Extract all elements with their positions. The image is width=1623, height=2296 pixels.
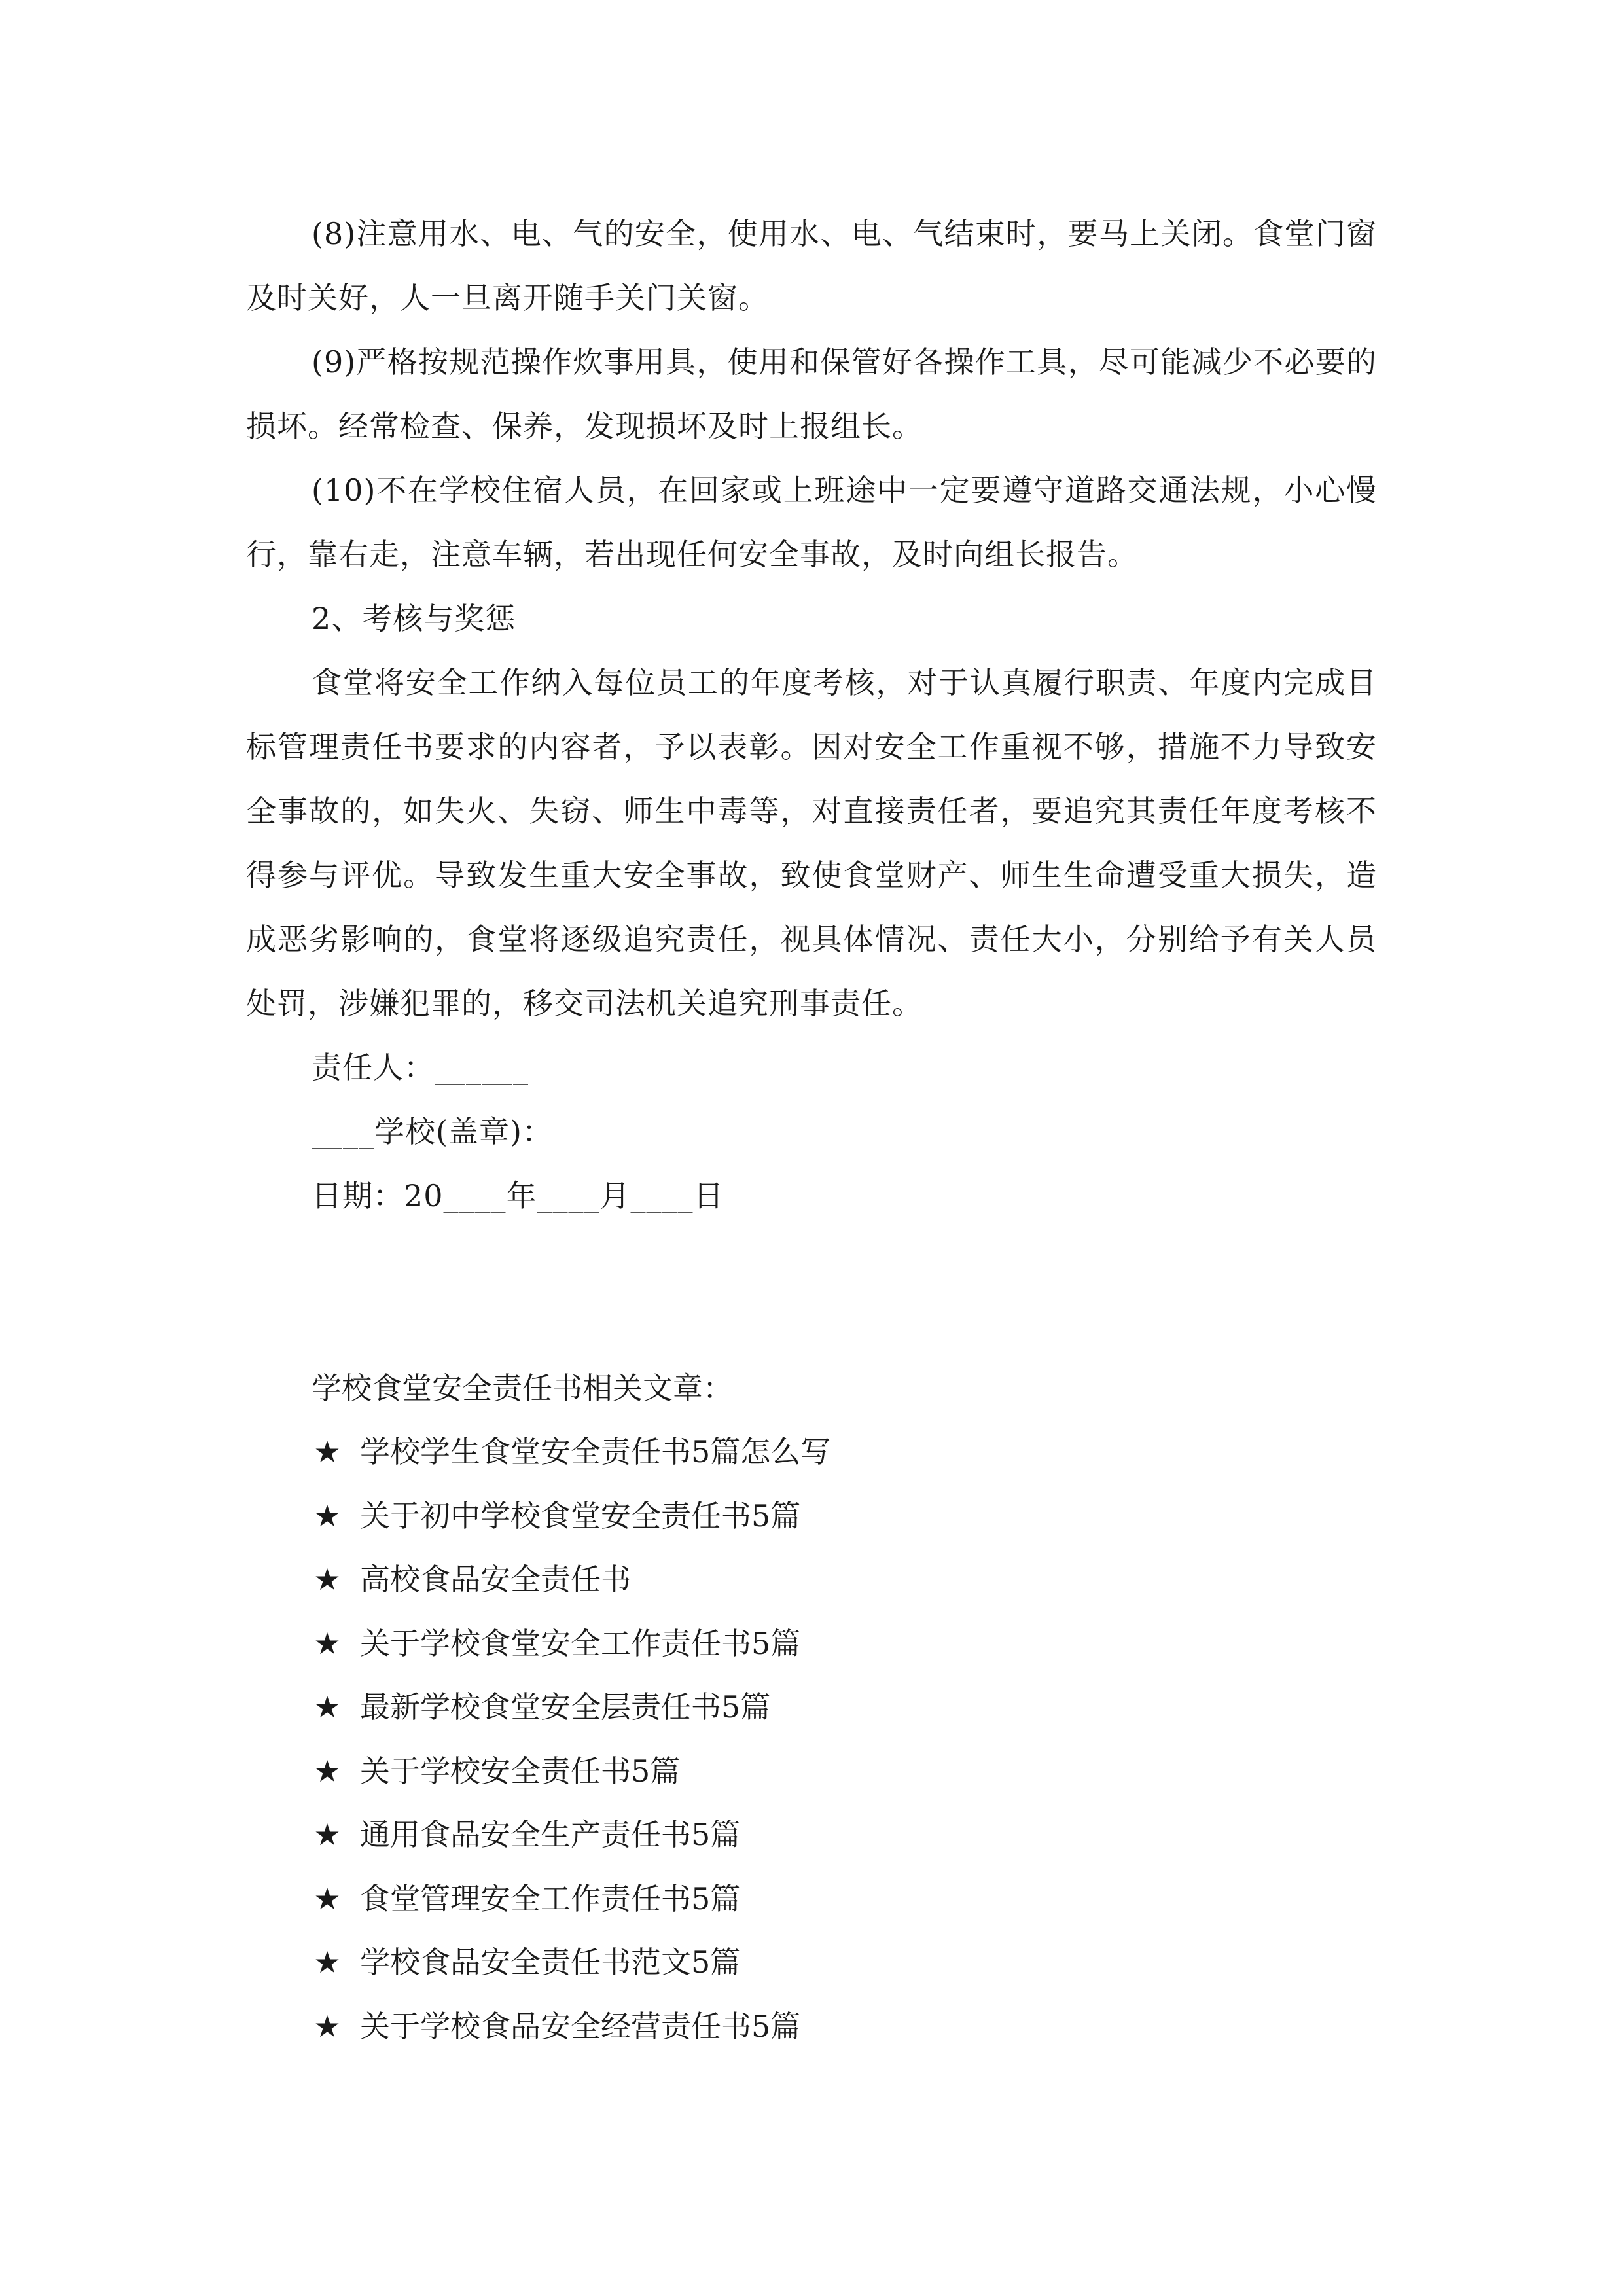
related-article-link[interactable]: 学校食品安全责任书范文5篇 <box>360 1945 741 1980</box>
related-article-link[interactable]: 关于学校食堂安全工作责任书5篇 <box>360 1625 801 1661</box>
list-item <box>312 1867 1377 1931</box>
list-item <box>312 1420 1377 1484</box>
list-item <box>312 1612 1377 1676</box>
list-item <box>312 1931 1377 1995</box>
paragraph-item-9: (9)严格按规范操作炊事用具，使用和保管好各操作工具，尽可能减少不必要的损坏。经常检查、保养，发现损坏及时上报组长。 <box>246 344 1377 444</box>
list-item <box>312 1995 1377 2059</box>
paragraph-item-10: (10)不在学校住宿人员，在回家或上班途中一定要遵守道路交通法规，小心慢行，靠右走，注意车辆，若出现任何安全事故，及时向组长报告。 <box>246 473 1377 572</box>
paragraph-assessment: 食堂将安全工作纳入每位员工的年度考核，对于认真履行职责、年度内完成目标管理责任书要求的内容者，予以表彰。因对安全工作重视不够，措施不力导致安全事故的，如失火、失窃、师生中毒等，对直接责任者，要追究其责任年度考核不得参与评优。导致发生重大安全事故，致使食堂财产、师生生命遭受重大损失，造成恶劣影响的，食堂将逐级追究责任，视具体情况、责任大小，分别给予有关人员处罚，涉嫌犯罪的，移交司法机关追究刑事责任。 <box>246 665 1377 1021</box>
star-icon: ★ <box>313 1562 341 1597</box>
list-item <box>312 1803 1377 1867</box>
related-article-link[interactable]: 关于学校安全责任书5篇 <box>360 1753 681 1789</box>
star-icon: ★ <box>313 1945 341 1980</box>
related-article-link[interactable]: 关于学校食品安全经营责任书5篇 <box>360 2008 801 2044</box>
related-articles-list <box>246 1420 1377 2058</box>
related-article-link[interactable]: 最新学校食堂安全层责任书5篇 <box>360 1689 771 1725</box>
related-articles-title: 学校食堂安全责任书相关文章： <box>312 1371 733 1406</box>
star-icon: ★ <box>313 1625 341 1661</box>
list-item <box>312 1740 1377 1804</box>
list-item <box>312 1484 1377 1549</box>
paragraph-item-8: (8)注意用水、电、气的安全，使用水、电、气结束时，要马上关闭。食堂门窗及时关好，人一旦离开随手关门关窗。 <box>246 216 1377 315</box>
list-item <box>312 1548 1377 1612</box>
star-icon: ★ <box>313 1434 341 1469</box>
related-article-link[interactable]: 高校食品安全责任书 <box>360 1562 631 1597</box>
list-item <box>312 1676 1377 1740</box>
signature-date: 日期：20____年____月____日 <box>312 1178 724 1213</box>
star-icon: ★ <box>313 1753 341 1789</box>
signature-school-seal: ____学校(盖章)： <box>312 1114 553 1149</box>
star-icon: ★ <box>313 1880 341 1916</box>
section-spacer <box>246 1228 1377 1356</box>
signature-responsible-person: 责任人：______ <box>312 1050 529 1085</box>
section-heading-assessment: 2、考核与奖惩 <box>312 601 516 636</box>
star-icon: ★ <box>313 1498 341 1534</box>
related-article-link[interactable]: 关于初中学校食堂安全责任书5篇 <box>360 1498 801 1534</box>
related-article-link[interactable]: 食堂管理安全工作责任书5篇 <box>360 1880 741 1916</box>
related-article-link[interactable]: 通用食品安全生产责任书5篇 <box>360 1817 741 1852</box>
related-article-link[interactable]: 学校学生食堂安全责任书5篇怎么写 <box>360 1434 831 1469</box>
document-body <box>246 202 1377 2058</box>
star-icon: ★ <box>313 1689 341 1725</box>
star-icon: ★ <box>313 1817 341 1852</box>
star-icon: ★ <box>313 2008 341 2044</box>
